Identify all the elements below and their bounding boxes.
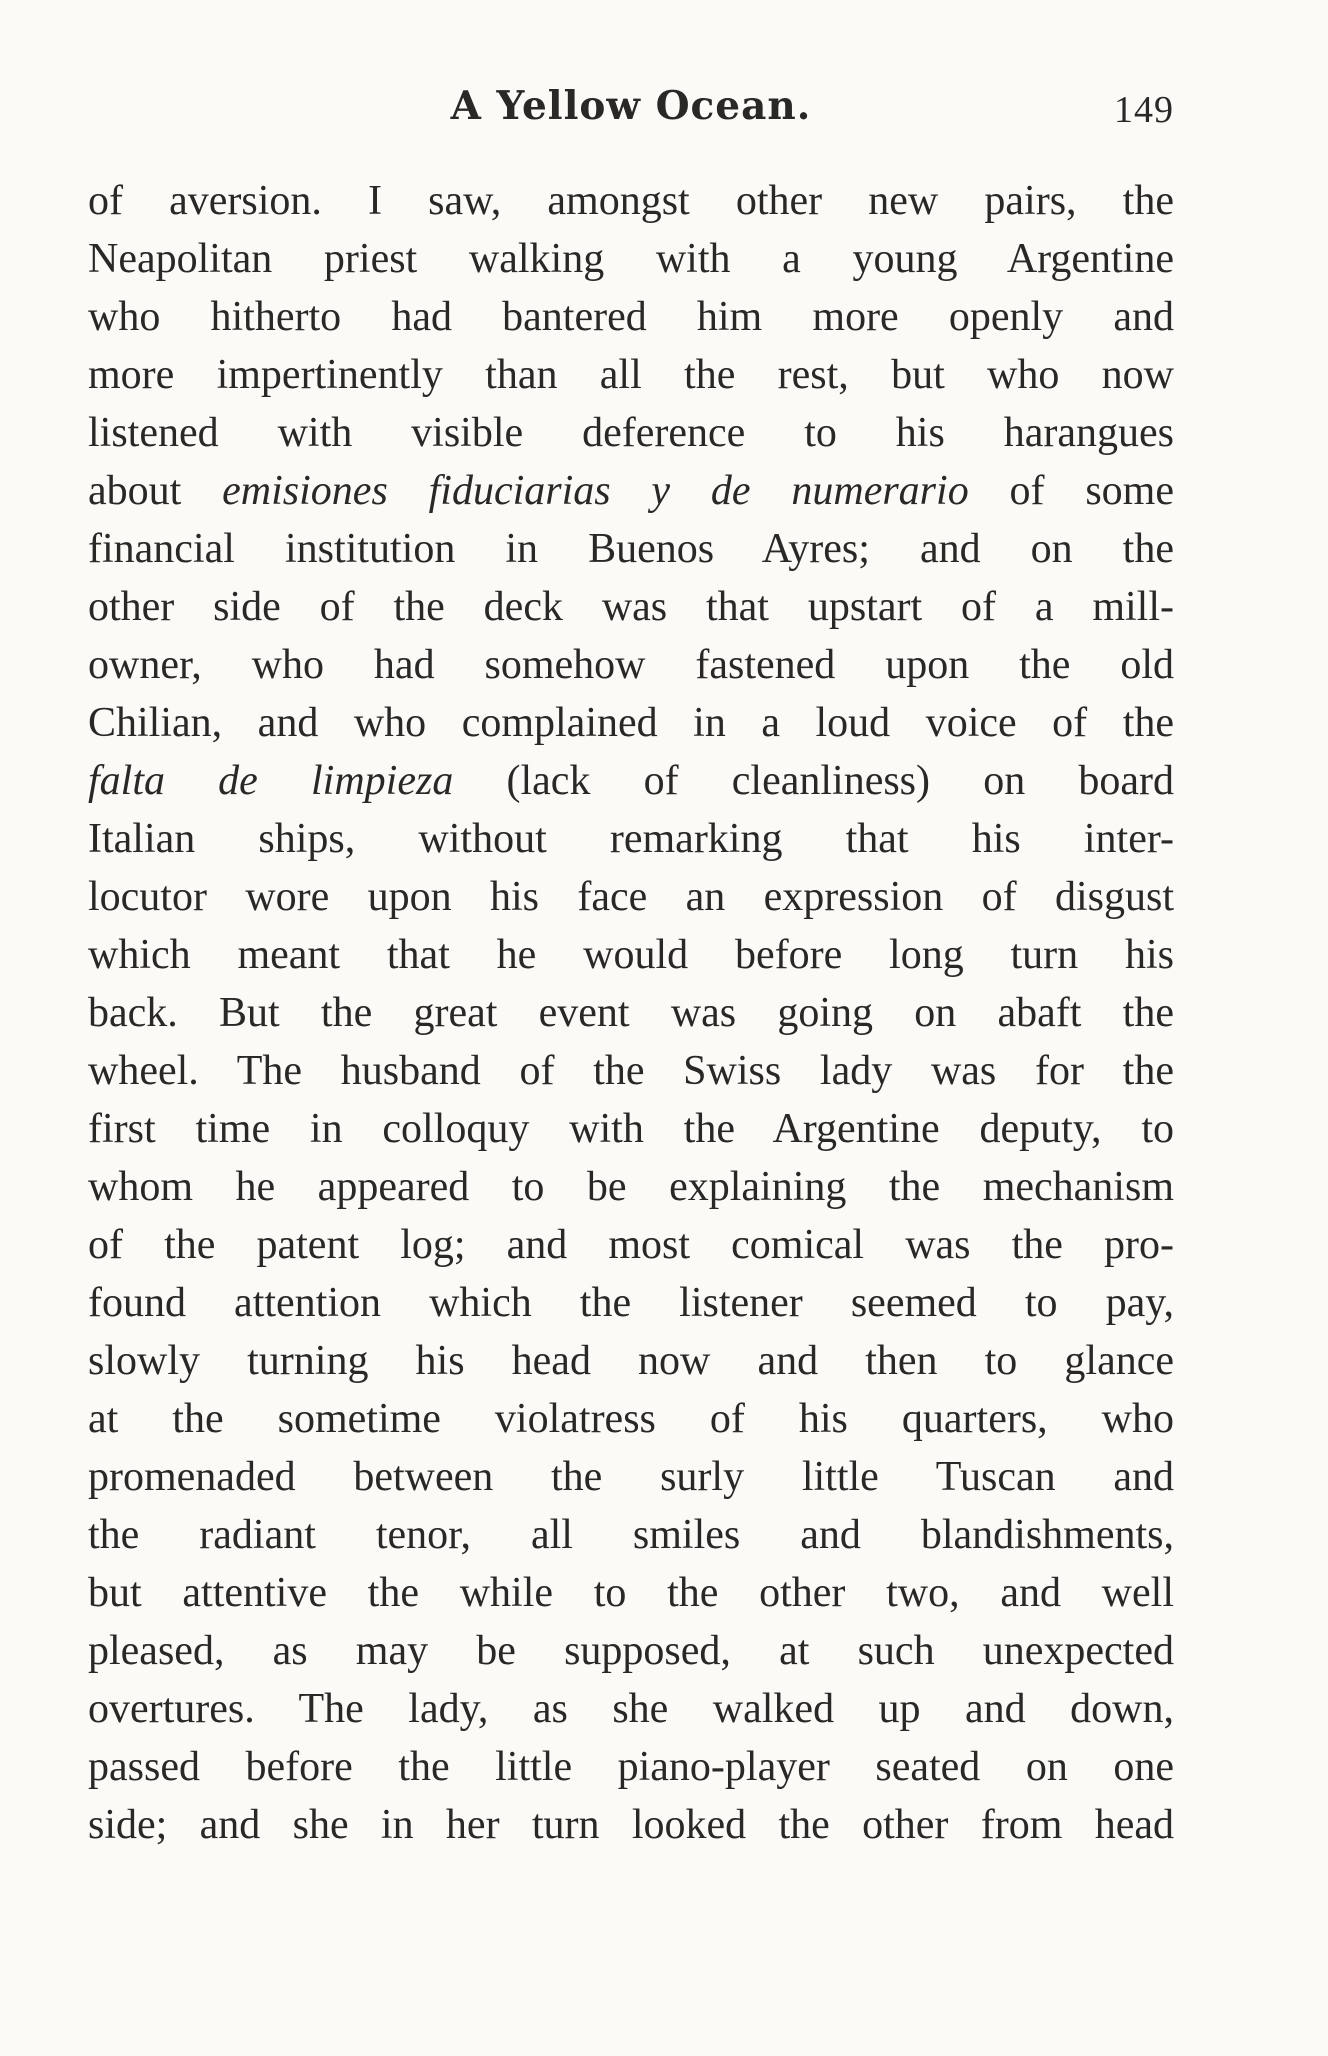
text-segment: who hitherto had bantered him more openly and	[88, 294, 1174, 340]
text-segment: passed before the little piano-player seated on one	[88, 1744, 1174, 1790]
text-line	[88, 1158, 1174, 1216]
text-line	[88, 1622, 1174, 1680]
text-line	[88, 984, 1174, 1042]
text-segment: of some	[968, 468, 1174, 514]
text-segment: more impertinently than all the rest, but who now	[88, 352, 1174, 398]
text-segment: first time in colloquy with the Argentine deputy, to	[88, 1106, 1174, 1152]
text-line	[88, 1274, 1174, 1332]
text-segment: (lack of cleanliness) on board	[453, 758, 1174, 804]
text-segment: overtures. The lady, as she walked up and down,	[88, 1686, 1174, 1732]
text-line	[88, 462, 1174, 520]
text-line	[88, 636, 1174, 694]
text-segment: financial institution in Buenos Ayres; and on the	[88, 526, 1174, 572]
text-line	[88, 810, 1174, 868]
text-line	[88, 694, 1174, 752]
italic-phrase: emisiones fiduciarias y de numerario	[222, 468, 969, 514]
text-line	[88, 578, 1174, 636]
page-number: 149	[1114, 89, 1174, 131]
text-segment: the radiant tenor, all smiles and blandishments,	[88, 1512, 1174, 1558]
running-title: A Yellow Ocean.	[450, 83, 812, 129]
body-text	[88, 172, 1174, 1854]
text-line	[88, 1332, 1174, 1390]
text-line	[88, 1564, 1174, 1622]
text-line	[88, 404, 1174, 462]
text-segment: other side of the deck was that upstart of a mill-	[88, 584, 1174, 630]
text-line	[88, 1738, 1174, 1796]
text-segment: Neapolitan priest walking with a young Argentine	[88, 236, 1174, 282]
text-line	[88, 346, 1174, 404]
text-segment: but attentive the while to the other two, and well	[88, 1570, 1174, 1616]
text-segment: pleased, as may be supposed, at such unexpected	[88, 1628, 1174, 1674]
text-segment: at the sometime violatress of his quarters, who	[88, 1396, 1174, 1442]
text-line	[88, 1506, 1174, 1564]
text-line	[88, 752, 1174, 810]
text-segment: side; and she in her turn looked the other from head	[88, 1802, 1174, 1848]
text-segment: owner, who had somehow fastened upon the old	[88, 642, 1174, 688]
text-segment: locutor wore upon his face an expression of disgust	[88, 874, 1174, 920]
text-segment: found attention which the listener seemed to pay,	[88, 1280, 1174, 1326]
running-head	[88, 76, 1174, 136]
text-line	[88, 1042, 1174, 1100]
text-segment: back. But the great event was going on abaft the	[88, 990, 1174, 1036]
text-line	[88, 1100, 1174, 1158]
text-segment: of the patent log; and most comical was the pro-	[88, 1222, 1174, 1268]
text-line	[88, 1216, 1174, 1274]
text-segment: which meant that he would before long turn his	[88, 932, 1174, 978]
text-segment: listened with visible deference to his harangues	[88, 410, 1174, 456]
text-line	[88, 868, 1174, 926]
text-line	[88, 926, 1174, 984]
text-line	[88, 1390, 1174, 1448]
text-line	[88, 1448, 1174, 1506]
text-segment: Chilian, and who complained in a loud voice of the	[88, 700, 1174, 746]
text-segment: wheel. The husband of the Swiss lady was for the	[88, 1048, 1174, 1094]
text-segment: about	[88, 468, 223, 514]
text-line	[88, 288, 1174, 346]
text-line	[88, 1796, 1174, 1854]
text-segment: whom he appeared to be explaining the mechanism	[88, 1164, 1174, 1210]
text-line	[88, 172, 1174, 230]
text-segment: Italian ships, without remarking that his inter-	[88, 816, 1174, 862]
italic-phrase: falta de limpieza	[88, 758, 454, 804]
text-line	[88, 520, 1174, 578]
text-segment: promenaded between the surly little Tuscan and	[88, 1454, 1174, 1500]
text-line	[88, 1680, 1174, 1738]
text-segment: slowly turning his head now and then to glance	[88, 1338, 1174, 1384]
text-line	[88, 230, 1174, 288]
text-segment: of aversion. I saw, amongst other new pairs, the	[88, 178, 1174, 224]
